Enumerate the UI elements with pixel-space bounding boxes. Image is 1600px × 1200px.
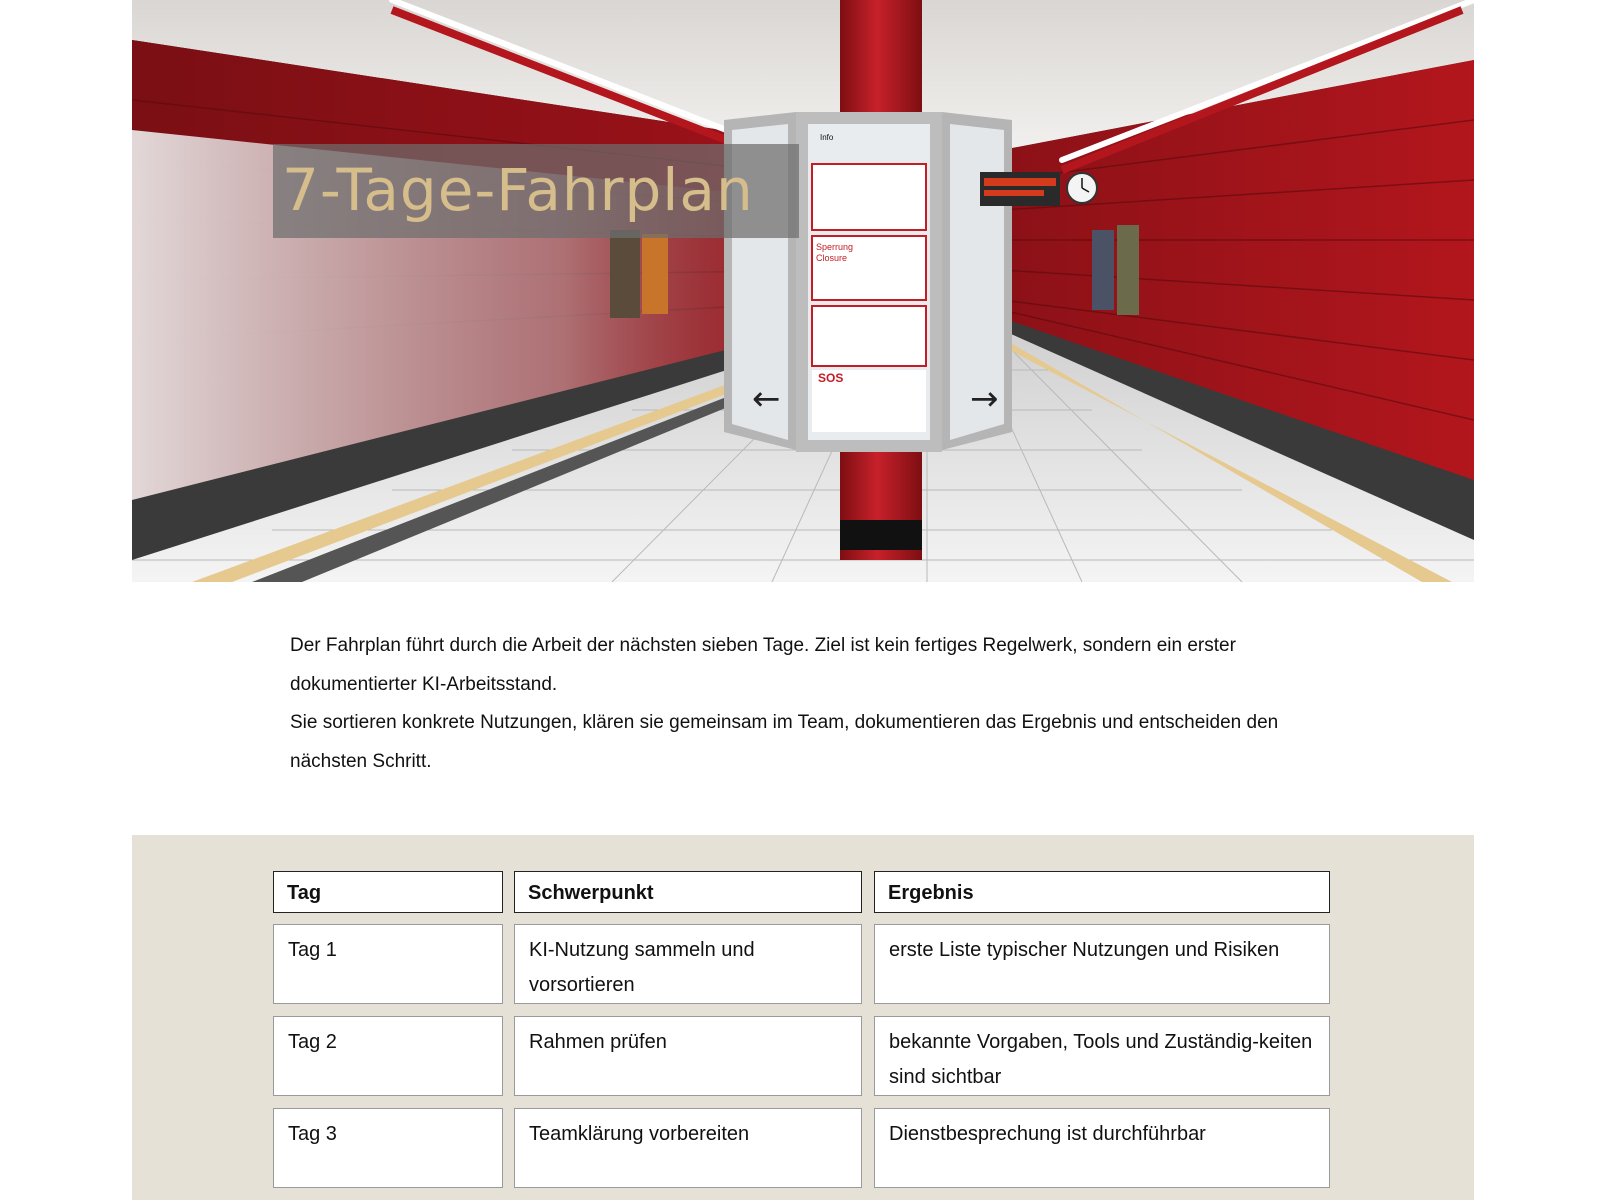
table-cell-ergebnis-2: bekannte Vorgaben, Tools und Zuständig-keiten sind sichtbar — [874, 1016, 1330, 1096]
kiosk-info-text: Info — [820, 133, 834, 142]
table-cell-ergebnis-3: Dienstbesprechung ist durchführbar — [874, 1108, 1330, 1188]
svg-text:←: ← — [752, 379, 781, 419]
table-cell-tag-2: Tag 2 — [273, 1016, 503, 1096]
page-title: 7-Tage-Fahrplan — [282, 156, 754, 224]
table-cell-schwerpunkt-3: Teamklärung vorbereiten — [514, 1108, 862, 1188]
table-cell-tag-3: Tag 3 — [273, 1108, 503, 1188]
table-cell-tag-1: Tag 1 — [273, 924, 503, 1004]
intro-paragraph-2: Sie sortieren konkrete Nutzungen, klären sie gemeinsam im Team, dokumentieren das Ergebnis und entscheiden den nächsten Schritt. — [290, 712, 1279, 772]
kiosk-sos-text: SOS — [818, 371, 844, 385]
table-cell-schwerpunkt-1: KI-Nutzung sammeln und vorsortieren — [514, 924, 862, 1004]
svg-text:→: → — [970, 379, 999, 419]
kiosk-closure-text: Closure — [816, 253, 848, 263]
table-cell-ergebnis-1: erste Liste typischer Nutzungen und Risiken — [874, 924, 1330, 1004]
table-header-tag: Tag — [273, 871, 503, 913]
table-cell-schwerpunkt-2: Rahmen prüfen — [514, 1016, 862, 1096]
hero-image — [132, 0, 1474, 582]
table-header-ergebnis: Ergebnis — [874, 871, 1330, 913]
kiosk-sperrung-text: Sperrung — [816, 242, 854, 252]
table-header-schwerpunkt: Schwerpunkt — [514, 871, 862, 913]
intro-text — [290, 627, 1310, 781]
intro-paragraph-1: Der Fahrplan führt durch die Arbeit der nächsten sieben Tage. Ziel ist kein fertiges Regelwerk, sondern ein erster dokumentierter KI-Arbeitsstand. — [290, 635, 1236, 695]
